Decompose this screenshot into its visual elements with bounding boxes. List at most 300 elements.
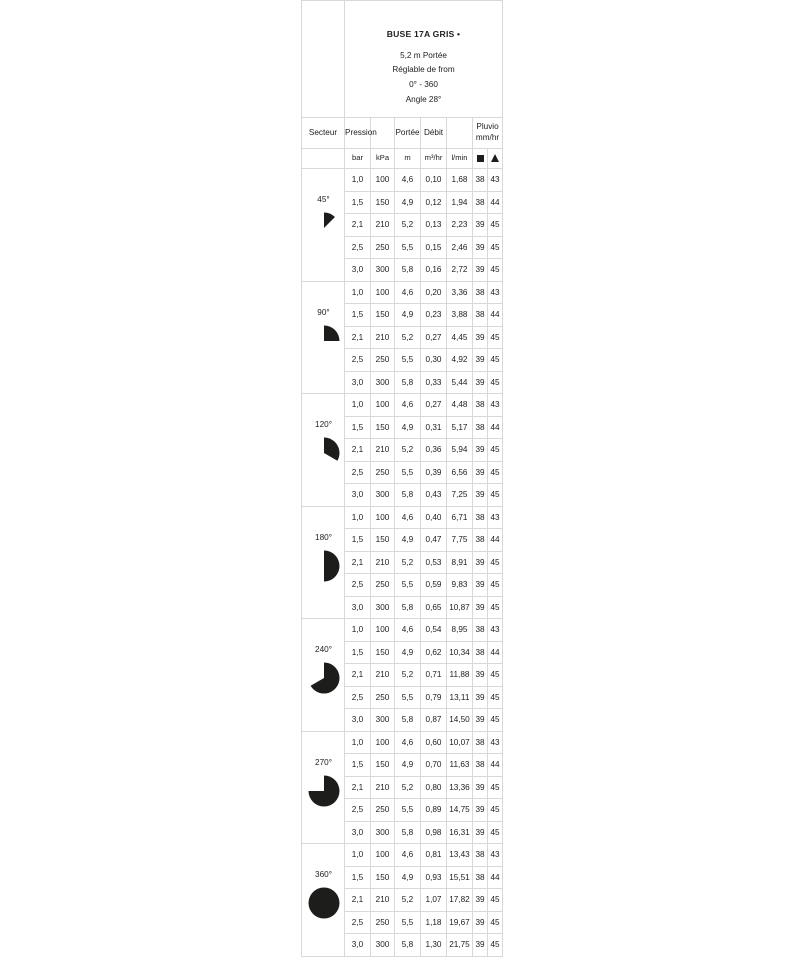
cell-pression-bar: 1,0: [345, 506, 371, 529]
unit-m: m: [395, 149, 421, 169]
cell-pluvio-triangle: 43: [488, 281, 503, 304]
sector-cell-120deg: [302, 394, 345, 507]
square-marker-icon: [477, 155, 484, 162]
cell-pluvio-square: 39: [473, 821, 488, 844]
cell-pluvio-square: 39: [473, 439, 488, 462]
cell-debit-m3hr: 0,65: [421, 596, 447, 619]
cell-pression-kpa: 100: [371, 619, 395, 642]
cell-debit-lmin: 5,94: [447, 439, 473, 462]
cell-debit-lmin: 2,23: [447, 214, 473, 237]
cell-debit-lmin: 4,92: [447, 349, 473, 372]
table-row: [302, 619, 503, 642]
sector-cell-270deg: [302, 731, 345, 844]
cell-pluvio-triangle: 43: [488, 394, 503, 417]
cell-pluvio-triangle: 45: [488, 439, 503, 462]
cell-pluvio-square: 38: [473, 731, 488, 754]
cell-debit-lmin: 10,34: [447, 641, 473, 664]
cell-debit-m3hr: 0,70: [421, 754, 447, 777]
cell-debit-m3hr: 0,81: [421, 844, 447, 867]
cell-pression-bar: 3,0: [345, 934, 371, 957]
cell-debit-m3hr: 0,98: [421, 821, 447, 844]
cell-pression-kpa: 150: [371, 754, 395, 777]
cell-pluvio-square: 39: [473, 236, 488, 259]
cell-debit-lmin: 15,51: [447, 866, 473, 889]
cell-debit-m3hr: 1,07: [421, 889, 447, 912]
cell-portee: 4,9: [395, 866, 421, 889]
sector-arc-icon: [307, 774, 341, 808]
cell-debit-m3hr: 0,60: [421, 731, 447, 754]
cell-pression-bar: 1,0: [345, 619, 371, 642]
cell-pluvio-triangle: 44: [488, 529, 503, 552]
cell-pression-bar: 1,0: [345, 281, 371, 304]
cell-debit-lmin: 2,72: [447, 259, 473, 282]
cell-pression-bar: 2,5: [345, 236, 371, 259]
cell-debit-lmin: 13,36: [447, 776, 473, 799]
cell-pression-bar: 3,0: [345, 821, 371, 844]
cell-debit-lmin: 13,11: [447, 686, 473, 709]
cell-debit-lmin: 4,48: [447, 394, 473, 417]
cell-pression-kpa: 210: [371, 551, 395, 574]
column-header-portee: Portée: [395, 118, 421, 149]
cell-pluvio-triangle: 43: [488, 731, 503, 754]
cell-pluvio-square: 39: [473, 664, 488, 687]
unit-bar: bar: [345, 149, 371, 169]
cell-pluvio-triangle: 44: [488, 641, 503, 664]
cell-debit-lmin: 9,83: [447, 574, 473, 597]
cell-debit-lmin: 1,68: [447, 169, 473, 192]
cell-debit-m3hr: 0,13: [421, 214, 447, 237]
cell-debit-lmin: 7,75: [447, 529, 473, 552]
cell-debit-lmin: 14,75: [447, 799, 473, 822]
cell-debit-m3hr: 0,89: [421, 799, 447, 822]
cell-pluvio-square: 39: [473, 214, 488, 237]
product-name: BUSE 17A GRIS •: [386, 28, 461, 39]
sector-cell-45deg: [302, 169, 345, 282]
product-spec-line-3: Angle 28°: [405, 94, 442, 104]
sector-label: 270°: [315, 757, 332, 767]
cell-pluvio-square: 39: [473, 889, 488, 912]
cell-pluvio-square: 39: [473, 484, 488, 507]
sector-cell-240deg: [302, 619, 345, 732]
cell-pression-bar: 2,1: [345, 326, 371, 349]
cell-debit-m3hr: 0,47: [421, 529, 447, 552]
cell-pluvio-triangle: 44: [488, 416, 503, 439]
cell-pression-kpa: 300: [371, 821, 395, 844]
cell-pluvio-triangle: 43: [488, 169, 503, 192]
cell-debit-lmin: 1,94: [447, 191, 473, 214]
cell-debit-m3hr: 0,27: [421, 394, 447, 417]
cell-pression-bar: 1,0: [345, 731, 371, 754]
cell-portee: 5,8: [395, 484, 421, 507]
sector-cell-90deg: [302, 281, 345, 394]
cell-debit-lmin: 11,88: [447, 664, 473, 687]
cell-debit-lmin: 16,31: [447, 821, 473, 844]
cell-pression-bar: 2,1: [345, 551, 371, 574]
cell-pluvio-square: 39: [473, 326, 488, 349]
cell-portee: 4,6: [395, 506, 421, 529]
cell-debit-lmin: 19,67: [447, 911, 473, 934]
cell-pression-bar: 3,0: [345, 596, 371, 619]
unit-lmin: l/min: [447, 149, 473, 169]
table-row: [302, 281, 503, 304]
cell-debit-m3hr: 1,18: [421, 911, 447, 934]
sector-label: 360°: [315, 870, 332, 879]
triangle-marker-icon: [491, 154, 499, 162]
header-row: [302, 1, 503, 118]
cell-pluvio-square: 39: [473, 259, 488, 282]
sector-label: 90°: [317, 307, 330, 317]
cell-pression-bar: 2,5: [345, 349, 371, 372]
cell-debit-m3hr: 0,79: [421, 686, 447, 709]
cell-portee: 5,2: [395, 889, 421, 912]
cell-pression-kpa: 100: [371, 844, 395, 867]
cell-pression-bar: 2,1: [345, 214, 371, 237]
cell-debit-lmin: 10,07: [447, 731, 473, 754]
cell-pluvio-triangle: 45: [488, 349, 503, 372]
table-row: [302, 169, 503, 192]
cell-pluvio-triangle: 45: [488, 664, 503, 687]
sector-label: 120°: [315, 420, 332, 429]
sector-arc-icon: [307, 324, 341, 358]
cell-debit-lmin: 6,71: [447, 506, 473, 529]
cell-debit-m3hr: 0,30: [421, 349, 447, 372]
cell-pression-kpa: 300: [371, 259, 395, 282]
cell-pluvio-square: 39: [473, 574, 488, 597]
triangle-marker-cell: [488, 149, 503, 169]
cell-debit-m3hr: 0,53: [421, 551, 447, 574]
column-header-pluvio-unit: mm/hr: [475, 133, 500, 142]
cell-pression-kpa: 300: [371, 484, 395, 507]
cell-pression-kpa: 250: [371, 236, 395, 259]
cell-debit-m3hr: 0,12: [421, 191, 447, 214]
cell-pression-bar: 3,0: [345, 484, 371, 507]
cell-debit-lmin: 14,50: [447, 709, 473, 732]
cell-pression-bar: 1,5: [345, 641, 371, 664]
cell-pluvio-square: 39: [473, 776, 488, 799]
cell-debit-m3hr: 0,93: [421, 866, 447, 889]
cell-pluvio-triangle: 44: [488, 754, 503, 777]
cell-pression-kpa: 100: [371, 394, 395, 417]
cell-pression-kpa: 210: [371, 776, 395, 799]
cell-pression-bar: 1,5: [345, 191, 371, 214]
cell-pression-kpa: 150: [371, 191, 395, 214]
cell-portee: 4,6: [395, 844, 421, 867]
cell-debit-lmin: 6,56: [447, 461, 473, 484]
cell-pluvio-triangle: 43: [488, 844, 503, 867]
cell-debit-m3hr: 0,39: [421, 461, 447, 484]
cell-debit-m3hr: 1,30: [421, 934, 447, 957]
cell-debit-m3hr: 0,80: [421, 776, 447, 799]
cell-portee: 5,2: [395, 664, 421, 687]
cell-pression-bar: 1,5: [345, 304, 371, 327]
cell-pluvio-square: 39: [473, 596, 488, 619]
cell-pluvio-square: 38: [473, 394, 488, 417]
cell-pluvio-triangle: 45: [488, 686, 503, 709]
cell-portee: 4,9: [395, 641, 421, 664]
cell-pression-bar: 1,0: [345, 169, 371, 192]
cell-portee: 4,6: [395, 619, 421, 642]
cell-portee: 4,6: [395, 169, 421, 192]
cell-debit-lmin: 7,25: [447, 484, 473, 507]
cell-portee: 5,8: [395, 709, 421, 732]
cell-pression-bar: 1,0: [345, 844, 371, 867]
column-header-debit-lmin: [447, 118, 473, 149]
cell-pression-kpa: 210: [371, 326, 395, 349]
cell-pluvio-triangle: 44: [488, 866, 503, 889]
cell-debit-lmin: 5,44: [447, 371, 473, 394]
cell-debit-lmin: 11,63: [447, 754, 473, 777]
cell-pression-bar: 2,1: [345, 664, 371, 687]
cell-pression-kpa: 300: [371, 934, 395, 957]
cell-pression-kpa: 250: [371, 799, 395, 822]
cell-pluvio-triangle: 45: [488, 461, 503, 484]
cell-debit-m3hr: 0,71: [421, 664, 447, 687]
cell-pluvio-triangle: 43: [488, 506, 503, 529]
unit-kpa: kPa: [371, 149, 395, 169]
cell-pression-kpa: 210: [371, 439, 395, 462]
sector-label: 180°: [315, 532, 332, 542]
cell-pression-bar: 1,5: [345, 529, 371, 552]
cell-debit-m3hr: 0,16: [421, 259, 447, 282]
cell-portee: 5,8: [395, 596, 421, 619]
cell-pression-bar: 2,1: [345, 889, 371, 912]
sector-arc-icon: [307, 436, 341, 470]
cell-debit-m3hr: 0,33: [421, 371, 447, 394]
cell-pression-kpa: 150: [371, 866, 395, 889]
cell-pression-kpa: 150: [371, 529, 395, 552]
cell-pluvio-triangle: 43: [488, 619, 503, 642]
cell-debit-lmin: 4,45: [447, 326, 473, 349]
cell-pression-bar: 1,0: [345, 394, 371, 417]
cell-portee: 4,6: [395, 394, 421, 417]
cell-pluvio-square: 39: [473, 551, 488, 574]
column-header-debit: Débit: [421, 118, 447, 149]
cell-pression-kpa: 250: [371, 349, 395, 372]
cell-pression-bar: 2,1: [345, 776, 371, 799]
sector-arc-icon: [307, 549, 341, 583]
cell-portee: 5,5: [395, 574, 421, 597]
cell-debit-m3hr: 0,20: [421, 281, 447, 304]
cell-debit-m3hr: 0,54: [421, 619, 447, 642]
cell-pluvio-triangle: 45: [488, 259, 503, 282]
column-header-pluvio: [473, 118, 503, 149]
cell-debit-m3hr: 0,15: [421, 236, 447, 259]
cell-pression-kpa: 250: [371, 574, 395, 597]
cell-portee: 5,5: [395, 461, 421, 484]
sector-arc-icon: [307, 211, 341, 245]
cell-debit-m3hr: 0,87: [421, 709, 447, 732]
cell-portee: 4,9: [395, 529, 421, 552]
cell-portee: 5,8: [395, 371, 421, 394]
cell-pluvio-triangle: 45: [488, 821, 503, 844]
cell-pluvio-triangle: 45: [488, 484, 503, 507]
cell-pluvio-square: 39: [473, 686, 488, 709]
column-header-row: [302, 118, 503, 149]
cell-debit-lmin: 3,36: [447, 281, 473, 304]
cell-portee: 5,2: [395, 551, 421, 574]
cell-pluvio-square: 39: [473, 934, 488, 957]
cell-debit-lmin: 8,91: [447, 551, 473, 574]
cell-debit-m3hr: 0,40: [421, 506, 447, 529]
cell-pression-kpa: 100: [371, 281, 395, 304]
cell-pression-kpa: 300: [371, 596, 395, 619]
cell-portee: 5,2: [395, 326, 421, 349]
cell-portee: 5,5: [395, 236, 421, 259]
cell-pluvio-square: 38: [473, 191, 488, 214]
cell-pression-bar: 3,0: [345, 259, 371, 282]
cell-portee: 4,9: [395, 304, 421, 327]
table-row: [302, 844, 503, 867]
cell-pression-kpa: 300: [371, 371, 395, 394]
cell-portee: 5,5: [395, 911, 421, 934]
cell-portee: 5,5: [395, 799, 421, 822]
cell-debit-m3hr: 0,10: [421, 169, 447, 192]
sector-label: 240°: [315, 645, 332, 654]
cell-portee: 5,2: [395, 776, 421, 799]
cell-debit-m3hr: 0,62: [421, 641, 447, 664]
square-marker-cell: [473, 149, 488, 169]
cell-portee: 4,9: [395, 416, 421, 439]
nozzle-spec-table-wrapper: [301, 0, 499, 957]
cell-debit-m3hr: 0,31: [421, 416, 447, 439]
column-header-secteur: Secteur: [302, 118, 345, 149]
cell-pluvio-square: 39: [473, 799, 488, 822]
cell-pluvio-square: 38: [473, 641, 488, 664]
cell-debit-m3hr: 0,27: [421, 326, 447, 349]
cell-debit-lmin: 21,75: [447, 934, 473, 957]
sector-arc-icon: [307, 886, 341, 920]
unit-m3hr: m³/hr: [421, 149, 447, 169]
table-row: [302, 731, 503, 754]
cell-debit-lmin: 5,17: [447, 416, 473, 439]
cell-debit-lmin: 10,87: [447, 596, 473, 619]
cell-pluvio-triangle: 45: [488, 889, 503, 912]
cell-portee: 4,6: [395, 281, 421, 304]
column-header-pression: Pression: [345, 118, 371, 149]
cell-debit-m3hr: 0,59: [421, 574, 447, 597]
cell-debit-lmin: 2,46: [447, 236, 473, 259]
cell-pluvio-square: 38: [473, 416, 488, 439]
cell-portee: 5,2: [395, 214, 421, 237]
cell-pression-kpa: 100: [371, 731, 395, 754]
cell-pluvio-square: 38: [473, 844, 488, 867]
cell-pluvio-square: 38: [473, 169, 488, 192]
sector-cell-180deg: [302, 506, 345, 619]
product-spec-line-0: 5,2 m Portée: [400, 50, 447, 60]
cell-pluvio-square: 39: [473, 911, 488, 934]
cell-pression-bar: 2,5: [345, 686, 371, 709]
cell-pluvio-triangle: 44: [488, 304, 503, 327]
sector-label: 45°: [317, 195, 330, 204]
cell-portee: 5,8: [395, 934, 421, 957]
cell-pluvio-square: 39: [473, 371, 488, 394]
cell-portee: 5,2: [395, 439, 421, 462]
cell-pluvio-triangle: 45: [488, 776, 503, 799]
product-spec-line-1: Réglable de from: [392, 65, 455, 75]
cell-pression-kpa: 210: [371, 664, 395, 687]
cell-pression-kpa: 210: [371, 889, 395, 912]
cell-pluvio-square: 38: [473, 529, 488, 552]
nozzle-performance-table: [301, 0, 503, 957]
cell-portee: 4,9: [395, 191, 421, 214]
cell-portee: 5,5: [395, 349, 421, 372]
cell-pluvio-triangle: 45: [488, 709, 503, 732]
cell-pluvio-triangle: 45: [488, 371, 503, 394]
cell-pluvio-square: 38: [473, 281, 488, 304]
cell-pression-bar: 2,1: [345, 439, 371, 462]
cell-pression-bar: 2,5: [345, 799, 371, 822]
cell-debit-lmin: 8,95: [447, 619, 473, 642]
cell-debit-lmin: 3,88: [447, 304, 473, 327]
sector-cell-360deg: [302, 844, 345, 957]
product-header-cell: [345, 1, 503, 118]
cell-debit-m3hr: 0,36: [421, 439, 447, 462]
cell-pluvio-square: 39: [473, 709, 488, 732]
cell-debit-m3hr: 0,23: [421, 304, 447, 327]
cell-pression-kpa: 100: [371, 169, 395, 192]
cell-pluvio-square: 38: [473, 619, 488, 642]
cell-pluvio-square: 38: [473, 506, 488, 529]
cell-pression-kpa: 150: [371, 416, 395, 439]
cell-pression-kpa: 250: [371, 911, 395, 934]
product-spec-line-2: 0° - 360: [409, 80, 438, 89]
cell-pression-kpa: 250: [371, 461, 395, 484]
cell-pression-kpa: 300: [371, 709, 395, 732]
table-row: [302, 394, 503, 417]
header-blank-cell: [302, 1, 345, 118]
cell-portee: 5,5: [395, 686, 421, 709]
cell-pression-bar: 3,0: [345, 371, 371, 394]
cell-portee: 5,8: [395, 259, 421, 282]
cell-pression-bar: 2,5: [345, 461, 371, 484]
cell-pluvio-triangle: 45: [488, 236, 503, 259]
cell-portee: 4,6: [395, 731, 421, 754]
cell-pluvio-square: 38: [473, 304, 488, 327]
cell-pluvio-square: 39: [473, 349, 488, 372]
cell-pluvio-square: 38: [473, 866, 488, 889]
cell-debit-m3hr: 0,43: [421, 484, 447, 507]
cell-pression-bar: 1,5: [345, 866, 371, 889]
cell-pression-kpa: 250: [371, 686, 395, 709]
cell-pluvio-triangle: 45: [488, 214, 503, 237]
cell-pluvio-square: 39: [473, 461, 488, 484]
cell-pression-bar: 2,5: [345, 911, 371, 934]
cell-pluvio-triangle: 45: [488, 551, 503, 574]
cell-pluvio-square: 38: [473, 754, 488, 777]
cell-pression-bar: 1,5: [345, 754, 371, 777]
cell-pluvio-triangle: 44: [488, 191, 503, 214]
cell-debit-lmin: 13,43: [447, 844, 473, 867]
cell-debit-lmin: 17,82: [447, 889, 473, 912]
cell-pression-bar: 2,5: [345, 574, 371, 597]
cell-pression-bar: 1,5: [345, 416, 371, 439]
cell-pression-bar: 3,0: [345, 709, 371, 732]
cell-pluvio-triangle: 45: [488, 326, 503, 349]
sector-arc-icon: [307, 661, 341, 695]
cell-pluvio-triangle: 45: [488, 934, 503, 957]
cell-pluvio-triangle: 45: [488, 596, 503, 619]
cell-portee: 5,8: [395, 821, 421, 844]
cell-pluvio-triangle: 45: [488, 574, 503, 597]
cell-pression-kpa: 100: [371, 506, 395, 529]
cell-pression-kpa: 210: [371, 214, 395, 237]
cell-pluvio-triangle: 45: [488, 911, 503, 934]
unit-secteur: [302, 149, 345, 169]
table-row: [302, 506, 503, 529]
column-header-pluvio-label: Pluvio: [476, 122, 499, 132]
cell-pression-kpa: 150: [371, 641, 395, 664]
cell-pression-kpa: 150: [371, 304, 395, 327]
